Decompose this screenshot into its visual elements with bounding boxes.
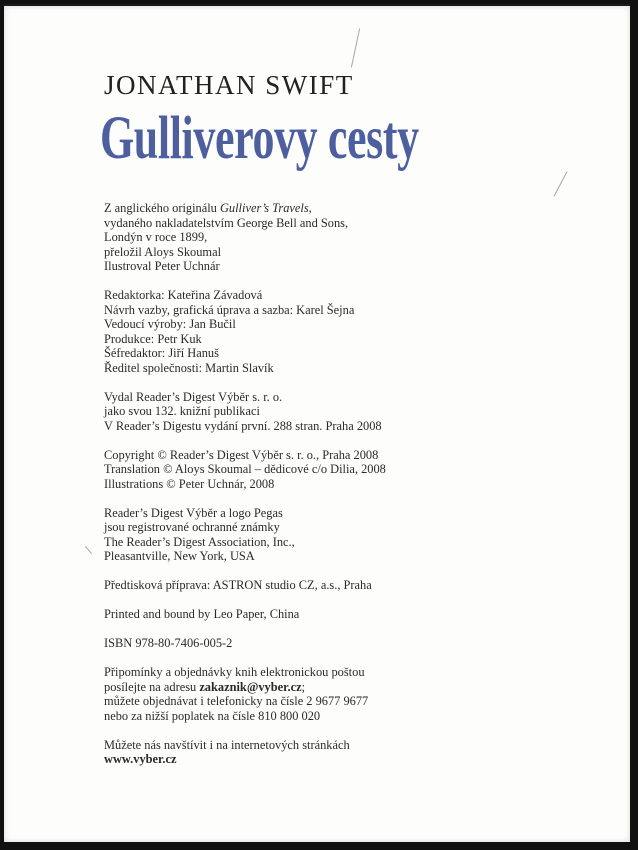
- publisher-line: jako svou 132. knižní publikaci: [104, 404, 260, 418]
- order-email-link[interactable]: zakaznik@vyber.cz: [199, 679, 302, 694]
- original-title: Gulliver’s Travels,: [219, 201, 312, 215]
- isbn-block: [104, 636, 524, 651]
- orders-line: Připomínky a objednávky knih elektronickou poštou: [104, 665, 365, 679]
- trademark-line: Reader’s Digest Výběr a logo Pegas: [104, 505, 283, 520]
- credit-line: Šéfredaktor: Jiří Hanuš: [104, 346, 219, 360]
- copyright-line: Copyright © Reader’s Digest Výběr s. r. o., Praha 2008: [104, 447, 379, 462]
- origin-line: Z anglického originálu Gulliver’s Travels,: [104, 201, 312, 215]
- trademark-line: The Reader’s Digest Association, Inc.,: [104, 534, 295, 549]
- orders-block: [104, 665, 524, 723]
- prepress-block: [104, 578, 524, 593]
- illustrator-line: Ilustroval Peter Uchnár: [104, 259, 220, 273]
- isbn-line: ISBN 978-80-7406-005-2: [104, 636, 233, 650]
- credit-line: Návrh vazby, grafická úprava a sazba: Karel Šejna: [104, 302, 355, 317]
- trademark-block: [104, 506, 524, 564]
- credit-line: Produkce: Petr Kuk: [104, 331, 202, 346]
- origin-line: vydaného nakladatelstvím George Bell and Sons,: [104, 215, 349, 230]
- publisher-line: Vydal Reader’s Digest Výběr s. r. o.: [104, 389, 283, 404]
- author-name: JONATHAN SWIFT: [104, 70, 354, 100]
- printing-line: Printed and bound by Leo Paper, China: [104, 607, 300, 621]
- book-title: Gulliverovy cesty: [100, 105, 419, 172]
- trademark-line: jsou registrované ochranné známky: [104, 520, 280, 534]
- copyright-line: Translation © Aloys Skoumal – dědicové c/o Dilia, 2008: [104, 462, 386, 476]
- web-block: [104, 738, 524, 767]
- trademark-line: Pleasantville, New York, USA: [104, 549, 255, 563]
- copyright-block: [104, 448, 524, 492]
- copyright-line: Illustrations © Peter Uchnár, 2008: [104, 476, 275, 491]
- web-line: Můžete nás navštívit i na internetových stránkách: [104, 737, 350, 752]
- publisher-block: [104, 390, 524, 434]
- printing-block: [104, 607, 524, 622]
- origin-line: Londýn v roce 1899,: [104, 230, 208, 244]
- credit-line: Ředitel společnosti: Martin Slavík: [104, 360, 274, 375]
- orders-line: můžete objednávat i telefonicky na čísle 2 9677 9677: [104, 694, 369, 708]
- translator-line: přeložil Aloys Skoumal: [104, 244, 222, 259]
- origin-block: [104, 201, 524, 274]
- credit-line: Redaktorka: Kateřina Závadová: [104, 288, 263, 302]
- orders-line: posílejte na adresu zakaznik@vyber.cz;: [104, 679, 306, 694]
- prepress-line: Předtisková příprava: ASTRON studio CZ, a.s., Praha: [104, 578, 372, 592]
- credits-block: [104, 288, 524, 375]
- orders-line: nebo za nižší poplatek na čísle 810 800 020: [104, 708, 321, 723]
- colophon: [104, 201, 524, 781]
- credit-line: Vedoucí výroby: Jan Bučil: [104, 317, 236, 331]
- website-link[interactable]: www.vyber.cz: [104, 752, 177, 766]
- publisher-line: V Reader’s Digestu vydání první. 288 stran. Praha 2008: [104, 418, 382, 433]
